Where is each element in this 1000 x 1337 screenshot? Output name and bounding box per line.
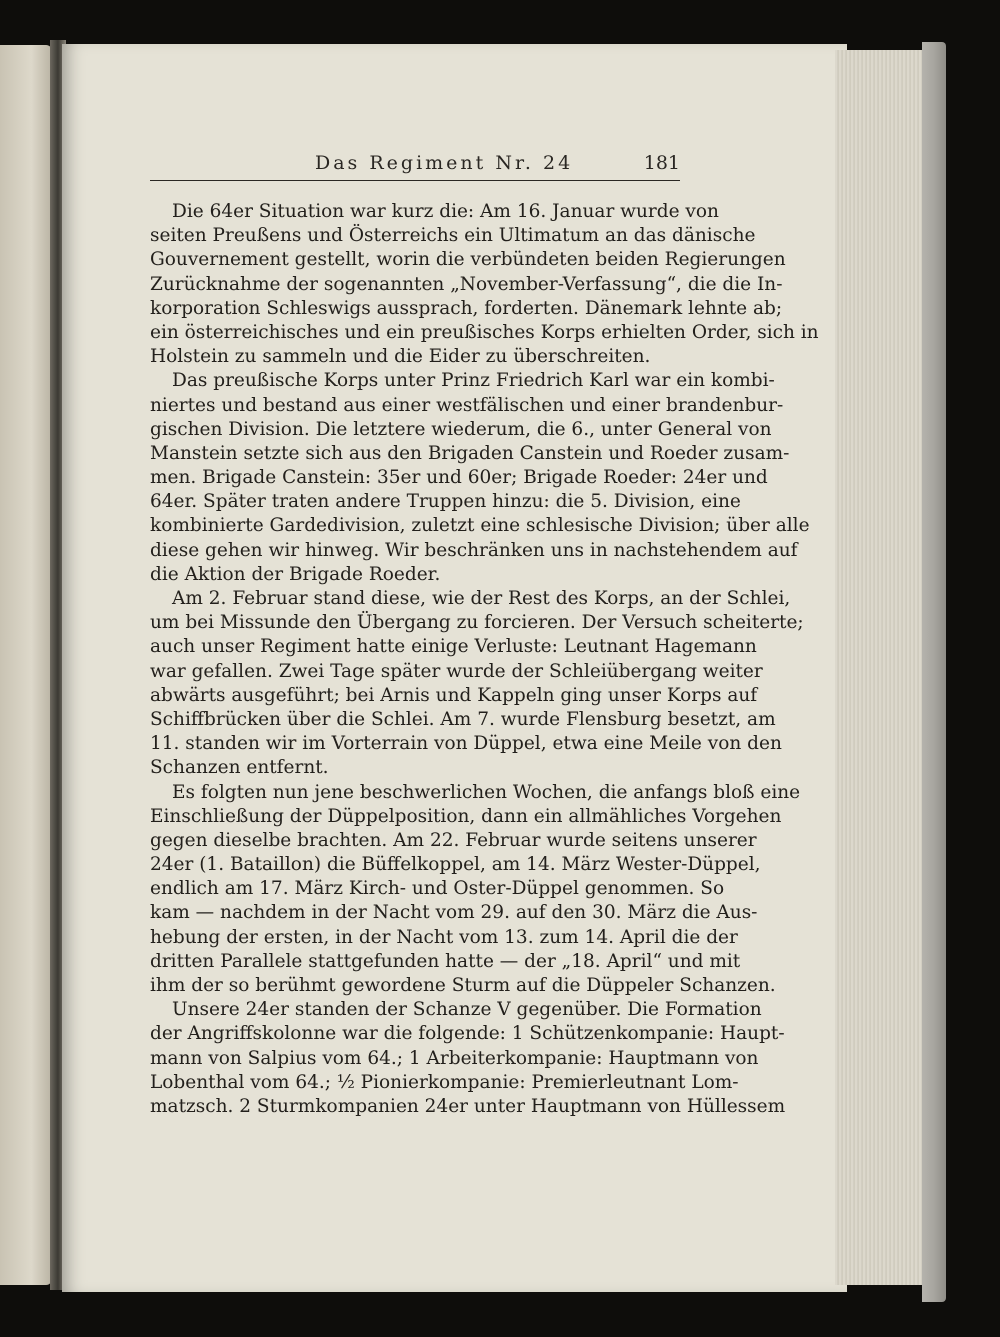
text-line: Das preußische Korps unter Prinz Friedrich Karl war ein kombi- bbox=[172, 370, 775, 392]
book-cover-edge bbox=[922, 42, 946, 1302]
facing-page-edge bbox=[0, 45, 52, 1285]
text-line: Manstein setzte sich aus den Brigaden Canstein und Roeder zusam- bbox=[150, 442, 790, 464]
text-line: Schiffbrücken über die Schlei. Am 7. wurde Flensburg besetzt, am bbox=[150, 708, 776, 730]
text-line: Zurücknahme der sogenannten „November-Verfassung“, die die In- bbox=[150, 273, 783, 295]
text-line: dritten Parallele stattgefunden hatte — der „18. April“ und mit bbox=[150, 950, 741, 972]
text-line: niertes und bestand aus einer westfälischen und einer brandenbur- bbox=[150, 394, 784, 416]
text-line: seiten Preußens und Österreichs ein Ultimatum an das dänische bbox=[150, 225, 756, 247]
text-line: men. Brigade Canstein: 35er und 60er; Brigade Roeder: 24er und bbox=[150, 467, 768, 489]
text-line: ein österreichisches und ein preußisches Korps erhielten Order, sich in bbox=[150, 321, 819, 343]
text-line: ihm der so berühmt gewordene Sturm auf die Düppeler Schanzen. bbox=[150, 975, 776, 996]
text-line: gischen Division. Die letztere wiederum, die 6., unter General von bbox=[150, 418, 772, 440]
text-line: Es folgten nun jene beschwerlichen Wochen, die anfangs bloß eine bbox=[172, 781, 801, 803]
text-line: kombinierte Gardedivision, zuletzt eine schlesische Division; über alle bbox=[150, 515, 810, 537]
text-line: Lobenthal vom 64.; ½ Pionierkompanie: Premierleutnant Lom- bbox=[150, 1071, 739, 1093]
text-line: gegen dieselbe brachten. Am 22. Februar wurde seitens unserer bbox=[150, 829, 757, 851]
text-line: korporation Schleswigs aussprach, forderten. Dänemark lehnte ab; bbox=[150, 297, 783, 319]
text-line: Gouvernement gestellt, worin die verbündeten beiden Regierungen bbox=[150, 249, 786, 271]
text-line: matzsch. 2 Sturmkompanien 24er unter Hauptmann von Hüllessem bbox=[150, 1095, 786, 1117]
text-line: Die 64er Situation war kurz die: Am 16. Januar wurde von bbox=[172, 201, 719, 222]
text-line: 11. standen wir im Vorterrain von Düppel, etwa eine Meile von den bbox=[150, 733, 782, 755]
body-text bbox=[150, 200, 819, 1119]
text-line: der Angriffskolonne war die folgende: 1 Schützenkompanie: Haupt- bbox=[150, 1023, 785, 1045]
text-line: Einschließung der Düppelposition, dann ein allmähliches Vorgehen bbox=[150, 805, 782, 827]
text-line: war gefallen. Zwei Tage später wurde der Schleiübergang weiter bbox=[150, 660, 763, 682]
text-line: Unsere 24er standen der Schanze V gegenüber. Die Formation bbox=[172, 999, 762, 1021]
text-line: 64er. Später traten andere Truppen hinzu: die 5. Division, eine bbox=[150, 491, 741, 513]
text-line: diese gehen wir hinweg. Wir beschränken uns in nachstehendem auf bbox=[150, 539, 798, 561]
page-number: 181 bbox=[643, 152, 680, 174]
running-head bbox=[150, 150, 680, 181]
text-line: endlich am 17. März Kirch- und Oster-Düppel genommen. So bbox=[150, 878, 725, 900]
text-line: hebung der ersten, in der Nacht vom 13. zum 14. April die der bbox=[150, 926, 738, 948]
text-line: die Aktion der Brigade Roeder. bbox=[150, 563, 441, 585]
text-line: Am 2. Februar stand diese, wie der Rest des Korps, an der Schlei, bbox=[172, 588, 791, 609]
text-line: 24er (1. Bataillon) die Büffelkoppel, am 14. März Wester-Düppel, bbox=[150, 854, 761, 876]
text-line: kam — nachdem in der Nacht vom 29. auf den 30. März die Aus- bbox=[150, 902, 758, 924]
text-line: Holstein zu sammeln und die Eider zu überschreiten. bbox=[150, 346, 651, 368]
running-head-title: Das Regiment Nr. 24 bbox=[315, 152, 574, 174]
text-line: mann von Salpius vom 64.; 1 Arbeiterkompanie: Hauptmann von bbox=[150, 1047, 759, 1069]
text-line: Schanzen entfernt. bbox=[150, 757, 329, 779]
text-line: abwärts ausgeführt; bei Arnis und Kappeln ging unser Korps auf bbox=[150, 684, 758, 706]
page-stack-edge bbox=[835, 50, 927, 1285]
text-line: auch unser Regiment hatte einige Verluste: Leutnant Hagemann bbox=[150, 636, 757, 658]
text-line: um bei Missunde den Übergang zu forcieren. Der Versuch scheiterte; bbox=[150, 612, 804, 634]
